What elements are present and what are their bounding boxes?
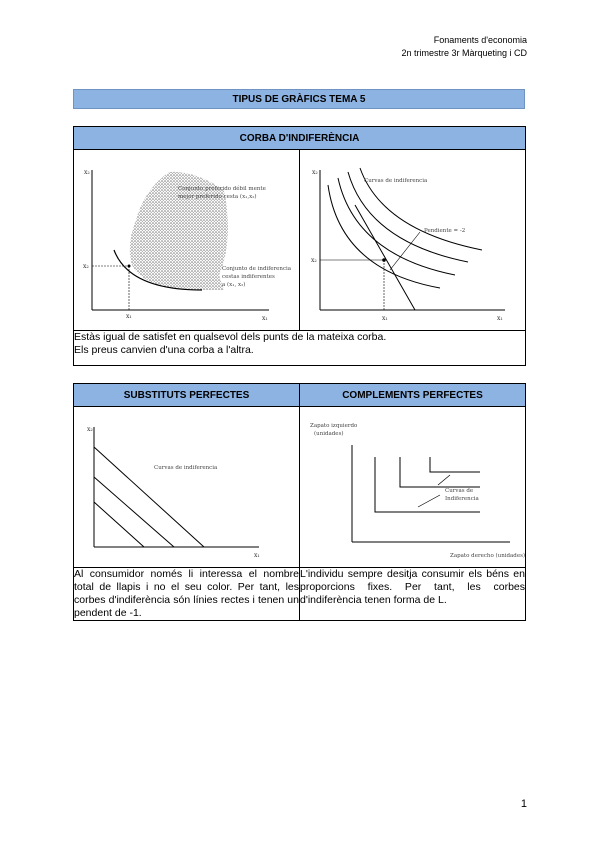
substitutes-heading: SUBSTITUTS PERFECTES [74,384,300,407]
substitutes-figure-cell [74,407,300,568]
complements-heading: COMPLEMENTS PERFECTES [300,384,526,407]
indifference-figure-1 [74,150,299,330]
indifference-set-label-2: cestas indiferentes [222,274,275,280]
x-axis-label: Zapato derecho (unidades) [450,553,525,559]
page-title: TIPUS DE GRÀFICS TEMA 5 [73,89,525,109]
substitutes-figure [74,407,299,567]
bundle-point [128,265,131,268]
indifference-text-2: Els preus canvien d'una corba a l'altra. [74,344,254,356]
slope-pointer [390,232,420,270]
y-axis-label-1: Zapato izquierdo [310,423,358,429]
arrow-1 [438,475,450,485]
indifference-figure-2-cell [300,150,526,331]
y-axis-label: x₂ [87,426,93,433]
y-axis-label-2: (unidades) [314,431,344,437]
indifference-text-1: Estàs igual de satisfet en qualsevol dels punts de la mateixa corba. [74,331,387,343]
l-curve-1 [375,457,480,512]
indifference-curve-2 [338,178,455,275]
course-name: Fonaments d'economia [433,35,527,45]
indifference-line-1 [94,447,204,547]
x-axis-label: x₁ [497,315,503,322]
x-axis-label: x₁ [254,552,260,559]
indifference-curve-3 [348,172,468,262]
curves-label: Curvas de indiferencia [364,178,428,184]
l-curve-3 [430,457,480,472]
complements-figure [300,407,525,567]
indifference-line-3 [94,502,144,547]
document-header [401,34,527,60]
x-axis-label: x₁ [262,315,268,322]
indifference-description [74,331,526,366]
indifference-set-label: Conjunto de indiferencia [222,266,292,272]
y-axis-label: x₂ [312,169,318,176]
substitutes-complements-section [73,383,526,621]
curves-label: Curvas de indiferencia [154,465,218,471]
indifference-section [73,126,526,366]
preferred-set-label-2: mejor preferido cesta (x₁,x₂) [178,194,257,200]
term-info: 2n trimestre 3r Màrqueting i CD [401,48,527,58]
curves-label-1: Curvas de [445,488,474,494]
tangent-point [382,258,386,262]
page-number: 1 [520,798,527,810]
y-tick-label: x₂ [311,257,317,264]
substitutes-description: Al consumidor només li interessa el nombre total de llapis i no el seu color. Per tant, les corbes d'indiferència són línies rectes i tenen un pendent de -1. [74,568,299,619]
indifference-line-2 [94,477,174,547]
slope-label: Pendiente = -2 [424,228,466,234]
curves-label-2: Indiferencia [445,496,479,502]
slope-line [355,205,415,310]
x-tick-label: x₁ [126,313,132,320]
x-tick-label: x₁ [382,315,388,322]
y-axis-label: x₂ [84,169,90,176]
indifference-figure-1-cell [74,150,300,331]
complements-description: L'individu sempre desitja consumir els béns en proporcions fixes. Per tant, les corbes d'indiferència tenen forma de L. [300,568,526,621]
complements-figure-cell [300,407,526,568]
indifference-figure-2 [300,150,525,330]
preferred-set-label: Conjunto preferido débil mente [178,186,266,192]
arrow-2 [418,495,440,507]
y-tick-label: x₂ [83,263,89,270]
indifference-set-label-3: a (x₁, x₂) [222,282,246,288]
indifference-heading: CORBA D'INDIFERÈNCIA [74,127,526,150]
